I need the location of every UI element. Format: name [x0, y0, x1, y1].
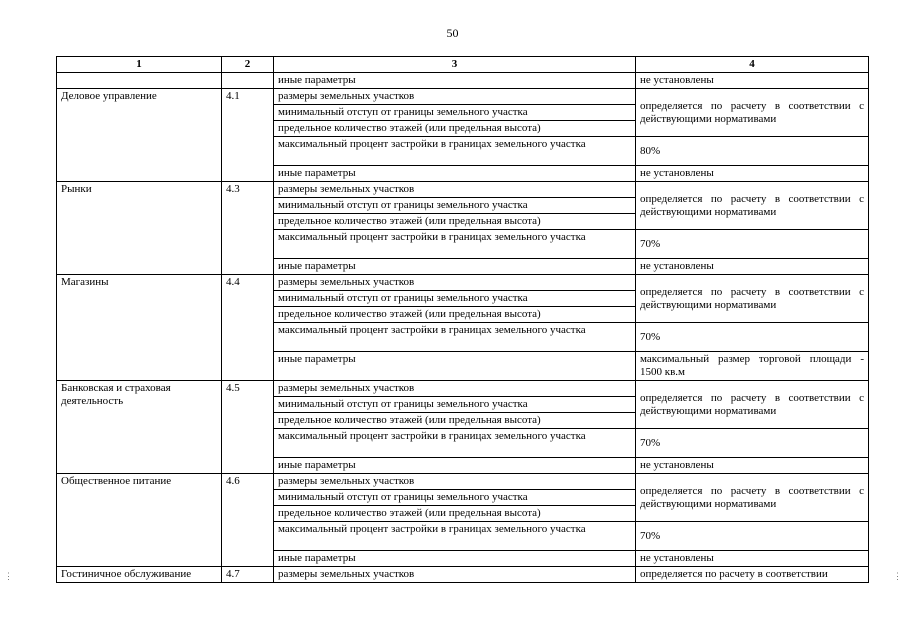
percent-cell: 70% — [636, 522, 869, 551]
table-row — [57, 567, 869, 583]
param-cell: максимальный процент застройки в границах земельного участка — [274, 230, 636, 259]
table-row — [57, 73, 869, 89]
param-cell: минимальный отступ от границы земельного участка — [274, 490, 636, 506]
column-header: 2 — [222, 57, 274, 73]
column-header: 3 — [274, 57, 636, 73]
use-type-cell: Гостиничное обслуживание — [57, 567, 222, 583]
param-cell: иные параметры — [274, 551, 636, 567]
param-cell: иные параметры — [274, 166, 636, 182]
param-cell: размеры земельных участков — [274, 89, 636, 105]
use-type-cell: Общественное питание — [57, 474, 222, 567]
param-cell: максимальный процент застройки в границах земельного участка — [274, 137, 636, 166]
param-cell: размеры земельных участков — [274, 381, 636, 397]
param-cell: предельное количество этажей (или предельная высота) — [274, 307, 636, 323]
value-cell: определяется по расчету в соответствии — [636, 567, 869, 583]
regulations-table — [56, 56, 869, 583]
param-cell: иные параметры — [274, 458, 636, 474]
param-cell: размеры земельных участков — [274, 275, 636, 291]
code-cell: 4.7 — [222, 567, 274, 583]
param-cell: максимальный процент застройки в границах земельного участка — [274, 323, 636, 352]
param-cell: иные параметры — [274, 259, 636, 275]
param-cell: предельное количество этажей (или предельная высота) — [274, 413, 636, 429]
param-cell: размеры земельных участков — [274, 474, 636, 490]
param-cell: размеры земельных участков — [274, 567, 636, 583]
table-cell — [57, 73, 222, 89]
table-header-row — [57, 57, 869, 73]
column-header: 4 — [636, 57, 869, 73]
percent-cell: 80% — [636, 137, 869, 166]
percent-cell: 70% — [636, 429, 869, 458]
table-row — [57, 275, 869, 291]
scan-edge-mark: ⋮ — [4, 572, 13, 582]
param-cell: предельное количество этажей (или предельная высота) — [274, 214, 636, 230]
norm-value-cell: определяется по расчету в соответствии с действующими нормативами — [636, 474, 869, 522]
param-cell: предельное количество этажей (или предельная высота) — [274, 506, 636, 522]
use-type-cell: Рынки — [57, 182, 222, 275]
other-value-cell: не установлены — [636, 551, 869, 567]
code-cell: 4.3 — [222, 182, 274, 275]
scan-edge-mark: ⋮ — [893, 572, 902, 582]
param-cell: предельное количество этажей (или предельная высота) — [274, 121, 636, 137]
norm-value-cell: определяется по расчету в соответствии с действующими нормативами — [636, 182, 869, 230]
table-row — [57, 381, 869, 397]
column-header: 1 — [57, 57, 222, 73]
code-cell: 4.4 — [222, 275, 274, 381]
use-type-cell: Деловое управление — [57, 89, 222, 182]
param-cell: максимальный процент застройки в границах земельного участка — [274, 429, 636, 458]
use-type-cell: Магазины — [57, 275, 222, 381]
code-cell: 4.6 — [222, 474, 274, 567]
other-value-cell: не установлены — [636, 166, 869, 182]
param-cell: минимальный отступ от границы земельного участка — [274, 291, 636, 307]
table-cell — [222, 73, 274, 89]
percent-cell: 70% — [636, 230, 869, 259]
table-row — [57, 182, 869, 198]
param-cell: иные параметры — [274, 73, 636, 89]
table-row — [57, 474, 869, 490]
param-cell: минимальный отступ от границы земельного участка — [274, 198, 636, 214]
param-cell: максимальный процент застройки в границах земельного участка — [274, 522, 636, 551]
norm-value-cell: определяется по расчету в соответствии с действующими нормативами — [636, 89, 869, 137]
norm-value-cell: определяется по расчету в соответствии с действующими нормативами — [636, 381, 869, 429]
param-cell: размеры земельных участков — [274, 182, 636, 198]
other-value-cell: не установлены — [636, 458, 869, 474]
other-value-cell: не установлены — [636, 259, 869, 275]
param-cell: минимальный отступ от границы земельного участка — [274, 105, 636, 121]
percent-cell: 70% — [636, 323, 869, 352]
table-row — [57, 89, 869, 105]
code-cell: 4.1 — [222, 89, 274, 182]
param-cell: иные параметры — [274, 352, 636, 381]
use-type-cell: Банковская и страховая деятельность — [57, 381, 222, 474]
param-cell: минимальный отступ от границы земельного участка — [274, 397, 636, 413]
other-value-cell: максимальный размер торговой площади - 1500 кв.м — [636, 352, 869, 381]
value-cell: не установлены — [636, 73, 869, 89]
page-number: 50 — [446, 26, 459, 40]
code-cell: 4.5 — [222, 381, 274, 474]
norm-value-cell: определяется по расчету в соответствии с действующими нормативами — [636, 275, 869, 323]
